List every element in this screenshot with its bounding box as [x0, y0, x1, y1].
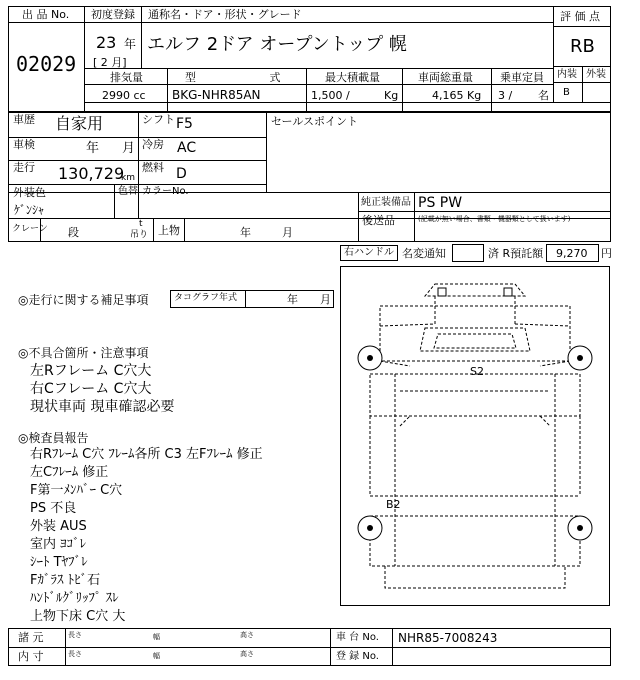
defect-line-2: 右Cフレーム C穴大: [30, 381, 152, 397]
grade-value: RB: [570, 36, 595, 57]
length-label-2: 長さ: [68, 650, 82, 658]
driving-notes-title: ◎走行に関する補足事項: [18, 293, 149, 307]
inspection-month: 月: [122, 141, 136, 156]
crane-label: クレーン: [12, 224, 48, 234]
aircon-value: AC: [177, 140, 197, 156]
model-code-label: 型 式: [185, 71, 281, 84]
chassis-label: 車 台 No.: [336, 632, 379, 643]
capacity-label: 乗車定員: [500, 71, 544, 84]
inspector-line-5: 外装 AUS: [30, 519, 87, 534]
crane-ton-bottom: 吊り: [130, 230, 149, 240]
first-reg-month: [ 2 月]: [93, 56, 127, 69]
body-year: 年: [240, 226, 251, 239]
defect-line-3: 現状車両 現車確認必要: [30, 399, 175, 415]
shift-label: シフト: [142, 113, 175, 126]
defects-title: ◎不具合箇所・注意事項: [18, 346, 149, 360]
max-load-value: 1,500 /: [311, 89, 350, 102]
lot-label: 出 品 No.: [22, 8, 70, 21]
gross-weight-label: 車両総重量: [418, 71, 473, 84]
inspector-line-4: PS 不良: [30, 501, 77, 516]
max-load-label: 最大積載量: [325, 71, 380, 84]
mileage-unit: km: [121, 173, 135, 183]
interior-dim-label: 内 寸: [18, 650, 44, 663]
interior-value: B: [563, 87, 570, 98]
model-code-value: BKG-NHR85AN: [172, 88, 261, 102]
inspection-year: 年: [86, 141, 100, 156]
inspector-line-10: 上物下床 C穴 大: [30, 609, 126, 624]
inspector-line-9: ﾊﾝﾄﾞﾙｸﾞﾘｯﾌﾟ ｽﾚ: [30, 591, 119, 606]
mark-b2: B2: [386, 498, 401, 511]
recycle-value: 9,270: [556, 247, 588, 260]
first-reg-label: 初度登録: [91, 8, 135, 21]
history-value: 自家用: [55, 114, 104, 133]
aftermarket-label: 後送品: [362, 214, 395, 227]
tacho-label: タコグラフ年式: [174, 293, 238, 303]
interior-label: 内装: [557, 69, 577, 80]
grade-label: 評 価 点: [560, 10, 600, 23]
year-unit: 年: [124, 37, 137, 51]
inspection-label: 車検: [13, 138, 35, 151]
recycle-label: 済 R預託額: [488, 247, 544, 260]
crane-ton-top: t: [139, 219, 143, 229]
mark-s2: S2: [470, 365, 484, 378]
fuel-label: 燃料: [142, 161, 164, 174]
right-hand-label: 右ハンドル: [344, 247, 394, 258]
aftermarket-note: (記載が無い場合、書類・機器類として扱います): [418, 215, 571, 223]
inspector-line-1: 右Rﾌﾚｰﾑ C穴 ﾌﾚｰﾑ各所 C3 左Fﾌﾚｰﾑ 修正: [30, 447, 263, 462]
lot-number: 02029: [16, 52, 77, 76]
inspector-line-8: Fｶﾞﾗｽ ﾄﾋﾞ石: [30, 573, 101, 588]
defect-line-1: 左Rフレーム C穴大: [30, 363, 152, 379]
equipment-value: PS PW: [418, 195, 463, 211]
gross-weight-value: 4,165 Kg: [432, 89, 482, 102]
fuel-value: D: [176, 166, 187, 182]
registration-label: 登 録 No.: [336, 651, 379, 662]
chassis-value: NHR85-7008243: [398, 631, 498, 645]
width-label-1: 幅: [153, 633, 160, 641]
name-change-label: 名変通知: [402, 247, 446, 260]
inspector-line-7: ｼｰﾄ Tﾔﾌﾞﾚ: [30, 555, 88, 570]
tacho-year: 年: [287, 293, 298, 306]
color-code-label: カラーNo.: [142, 186, 189, 197]
tacho-month: 月: [320, 293, 331, 306]
height-label-2: 高さ: [240, 650, 254, 658]
yen-unit: 円: [601, 247, 612, 260]
ext-color-value: ｹﾞﾝｼｬ: [14, 203, 45, 217]
capacity-value: 3 /: [498, 89, 513, 102]
inspector-line-6: 室内 ﾖｺﾞﾚ: [30, 537, 87, 552]
displacement-label: 排気量: [110, 71, 143, 84]
equipment-label: 純正装備品: [361, 197, 411, 208]
inspector-line-2: 左Cﾌﾚｰﾑ 修正: [30, 465, 109, 480]
exterior-label: 外装: [586, 69, 606, 80]
crane-stage: 段: [68, 226, 79, 239]
sales-point-label: セールスポイント: [271, 115, 359, 128]
name-change-box: [452, 244, 484, 262]
width-label-2: 幅: [153, 652, 160, 660]
ext-color-label: 外装色: [13, 186, 46, 199]
model-name-label: 通称名・ドア・形状・グレード: [148, 8, 302, 21]
inspector-title: ◎検査員報告: [18, 431, 89, 445]
model-name: エルフ 2ドア オープントップ 幌: [147, 34, 407, 55]
height-label-1: 高さ: [240, 631, 254, 639]
truck-outline: [340, 266, 610, 606]
aircon-label: 冷房: [142, 138, 164, 151]
max-load-unit: Kg: [384, 89, 399, 102]
mileage-label: 走行: [13, 161, 35, 174]
color-no-label: 色替: [118, 186, 138, 197]
misc-label: 諸 元: [18, 631, 44, 644]
body-label: 上物: [158, 224, 180, 237]
displacement-value: 2990 cc: [102, 89, 146, 102]
inspector-line-3: F第一ﾒﾝﾊﾞｰ C穴: [30, 483, 123, 498]
body-month: 月: [282, 226, 293, 239]
first-reg-year: 23: [96, 33, 117, 52]
history-label: 車歴: [13, 113, 35, 126]
length-label-1: 長さ: [68, 631, 82, 639]
capacity-unit: 名: [538, 89, 549, 102]
mileage-value: 130,729: [58, 164, 125, 183]
shift-value: F5: [176, 116, 193, 132]
